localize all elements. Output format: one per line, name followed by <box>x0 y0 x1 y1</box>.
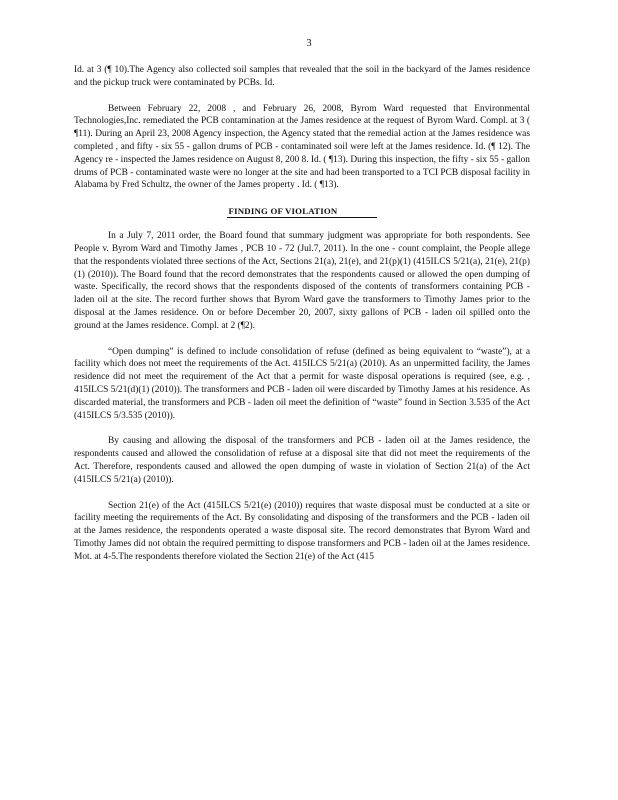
paragraph-section-21a-violation: By causing and allowing the disposal of the transformers and PCB - laden oil at the James residence, the respondents caused and allowed the consolidation of refuse at a disposal site that did not meet the requirements of the Act. Therefore, respondents caused and allowed the open dumping of waste in violation of Section 21(a) of the Act (415ILCS 5/21(a) (2010)). <box>74 436 530 485</box>
paragraph-board-order: In a July 7, 2011 order, the Board found that summary judgment was appropriate for both respondents. See People v. Byrom Ward and Timothy James , PCB 10 - 72 (Jul.7, 2011). In the one - count complaint, the People allege that the respondents violated three sections of the Act, Sections 21(a), 21(e), and 21(p)(1) (415ILCS 5/21(a), 21(e), 21(p)(1) (2010)). The Board found that the record demonstrates that the respondents caused or allowed the open dumping of waste. Specifically, the record shows that the respondents disposed of the contents of transformers containing PCB - laden oil at the site. The record further shows that Byrom Ward gave the transformers to Timothy James prior to the disposal at the James residence. On or before December 20, 2007, sixty gallons of PCB - laden oil spilled onto the ground at the James residence. Compl. at 2 (¶2). <box>74 231 530 331</box>
paragraph-remediation: Between February 22, 2008 , and February 26, 2008, Byrom Ward requested that Environmental Technologies,Inc. remediated the PCB contamination at the James residence at the request of Byrom Ward. Compl. at 3 ( ¶11). During an April 23, 2008 Agency inspection, the Agency stated that the remedial action at the James residence was completed , and fifty - six 55 - gallon drums of PCB - contaminated soil were left at the James residence. Id. (¶ 12). The Agency re - inspected the James residence on August 8, 200 8. Id. ( ¶13). During this inspection, the fifty - six 55 - gallon drums of PCB - contaminated waste were no longer at the site and had been transported to a TCI PCB disposal facility in Alabama by Fred Schultz, the owner of the James property . Id. ( ¶13). <box>74 103 530 191</box>
page-number: 3 <box>306 38 312 49</box>
section-heading <box>74 205 530 217</box>
paragraph-agency-soil-samples: Id. at 3 (¶ 10).The Agency also collected soil samples that revealed that the soil in the backyard of the James residence and the pickup truck were contaminated by PCBs. Id. <box>74 65 530 88</box>
document-body <box>74 64 530 564</box>
paragraph-section-21e: Section 21(e) of the Act (415ILCS 5/21(e) (2010)) requires that waste disposal must be conducted at a site or facility meeting the requirements of the Act. By consolidating and disposing of the transformers and the PCB - laden oil at the James residence, the respondents operated a waste disposal site. The record demonstrates that Byrom Ward and Timothy James did not obtain the required permitting to dispose transformers and PCB - laden oil at the James residence. Mot. at 4-5.The respondents therefore violated the Section 21(e) of the Act (415 <box>74 500 530 562</box>
paragraph-open-dumping-definition: “Open dumping” is defined to include consolidation of refuse (defined as being equivalent to “waste”), at a facility which does not meet the requirements of the Act. 415ILCS 5/21(a) (2010). As an unpermitted facility, the James residence did not meet the requirement of the Act that a permit for waste disposal operations is required (see, e.g. , 415ILCS 5/21(d)(1) (2010)). The transformers and PCB - laden oil were discarded by Timothy James at his residence. As discarded material, the transformers and PCB - laden oil meet the definition of “waste” found in Section 3.535 of the Act (415ILCS 5/3.535 (2010)). <box>74 346 530 421</box>
section-heading-text: FINDING OF VIOLATION <box>227 206 378 218</box>
